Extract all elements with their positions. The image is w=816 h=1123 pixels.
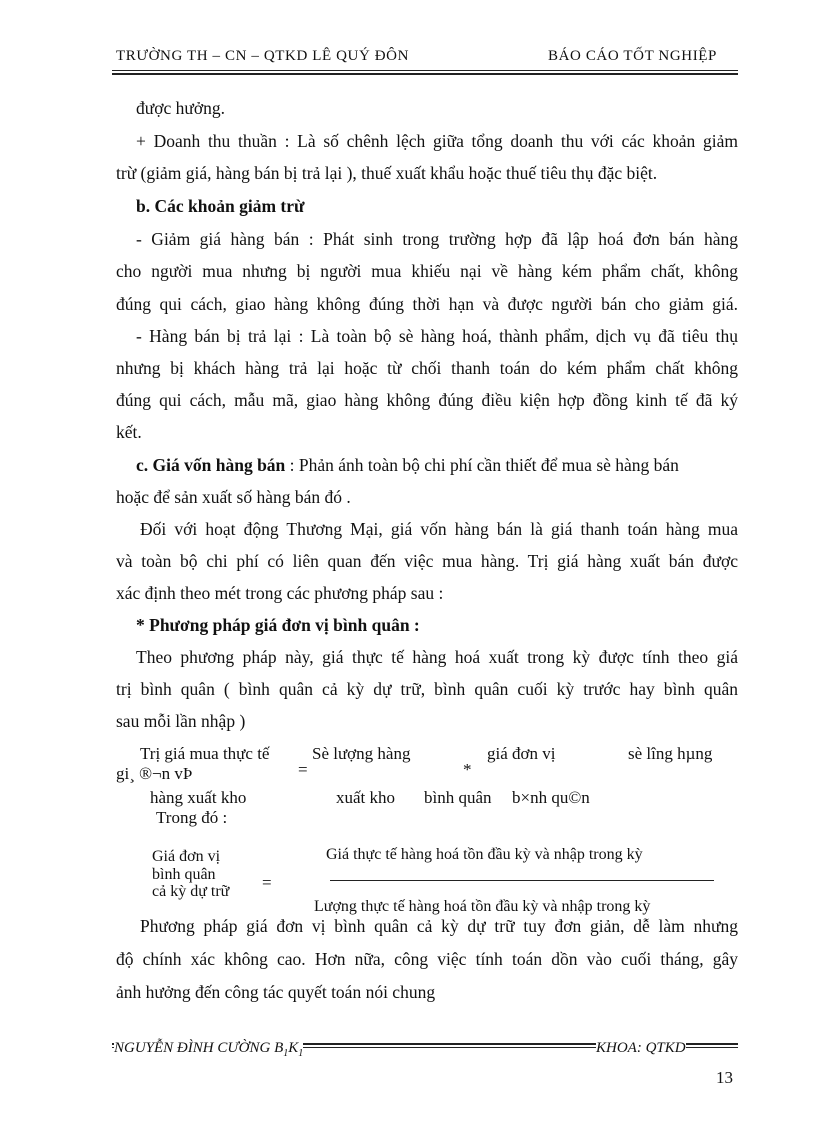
formula1-term: Sè lượng hàng <box>312 744 411 763</box>
paragraph-line: và toàn bộ chi phí có liên quan đến việc mua hàng. Trị giá hàng xuất bán được <box>116 551 738 571</box>
paragraph-line: độ chính xác không cao. Hơn nữa, công việc tính toán dồn vào cuối tháng, gây <box>116 949 738 969</box>
formula2-lhs: Giá đơn vị <box>152 848 221 865</box>
fraction-bar <box>330 880 714 881</box>
formula1-equals: = <box>298 760 308 779</box>
header-rule-thick <box>112 73 738 75</box>
header-report-title: BÁO CÁO TỐT NGHIỆP <box>548 48 718 64</box>
paragraph-line: đúng qui cách, giao hàng không đúng thời hạn và được người bán cho giảm giá. <box>116 294 738 314</box>
trong-do-label: Trong đó : <box>156 808 228 827</box>
header-rule <box>112 70 738 71</box>
paragraph-line: - Giảm giá hàng bán : Phát sinh trong trường hợp đã lập hoá đơn bán hàng <box>136 229 738 249</box>
method-heading: * Phương pháp giá đơn vị bình quân : <box>136 615 420 635</box>
paragraph-line: xác định theo mét trong các phương pháp sau : <box>116 583 444 603</box>
formula2-numerator: Giá thực tế hàng hoá tồn đầu kỳ và nhập trong kỳ <box>326 846 643 863</box>
paragraph-line: sau mỗi lần nhập ) <box>116 711 246 731</box>
page-number: 13 <box>716 1068 733 1087</box>
paragraph-line: nhưng bị khách hàng trả lại hoặc từ chối thanh toán do kém phẩm chất không <box>116 358 738 378</box>
formula1-term: xuất kho <box>336 788 396 807</box>
formula1-term-garbled: gi¸ ®¬n vÞ <box>116 764 193 783</box>
formula1-term-garbled: b×nh qu©n <box>512 788 590 807</box>
formula1-term: hàng xuất kho <box>150 788 247 807</box>
formula2-lhs: cả kỳ dự trữ <box>152 883 230 900</box>
paragraph-line: được hưởng. <box>136 98 225 118</box>
paragraph-line <box>136 455 679 476</box>
paragraph-line: trị bình quân ( bình quân cả kỳ dự trữ, bình quân cuối kỳ trước hay bình quân <box>116 679 738 699</box>
paragraph-line: Đối với hoạt động Thương Mại, giá vốn hàng bán là giá thanh toán hàng mua <box>140 519 738 539</box>
formula1-term: bình quân <box>424 788 492 807</box>
formula1-term: giá đơn vị <box>487 744 556 763</box>
paragraph-line: + Doanh thu thuần : Là số chênh lệch giữa tổng doanh thu với các khoản giảm <box>136 131 738 151</box>
footer-subscript: 1 <box>298 1048 304 1059</box>
footer-author <box>114 1040 303 1059</box>
term-bold: c. Giá vốn hàng bán <box>136 455 286 475</box>
footer-author-class: K <box>288 1040 299 1056</box>
formula2-equals: = <box>262 873 272 892</box>
section-heading: b. Các khoản giảm trừ <box>136 196 305 216</box>
paragraph-line: đúng qui cách, mẫu mã, giao hàng không đúng điều kiện hợp đồng kinh tế đã ký <box>116 390 738 410</box>
paragraph-line: Phương pháp giá đơn vị bình quân cả kỳ dự trữ tuy đơn giản, dễ làm nhưng <box>140 916 738 936</box>
formula2-denominator: Lượng thực tế hàng hoá tồn đầu kỳ và nhập trong kỳ <box>314 898 651 915</box>
footer-subscript: 1 <box>283 1048 289 1059</box>
paragraph-line: cho người mua nhưng bị người mua khiếu nại về hàng kém phẩm chất, không <box>116 261 738 281</box>
paragraph-line: hoặc để sản xuất số hàng bán đó . <box>116 487 351 507</box>
paragraph-line: trừ (giảm giá, hàng bán bị trả lại ), thuế xuất khẩu hoặc thuế tiêu thụ đặc biệt. <box>116 163 658 183</box>
paragraph-line: ảnh hưởng đến công tác quyết toán nói chung <box>116 982 436 1002</box>
header-school-name: TRƯỜNG TH – CN – QTKD LÊ QUÝ ĐÔN <box>116 48 410 64</box>
formula2-lhs: bình quân <box>152 866 216 883</box>
footer-department: KHOA: QTKD <box>596 1040 686 1056</box>
paragraph-line: kết. <box>116 422 142 442</box>
formula1-multiply: * <box>463 760 472 779</box>
formula1-term: Trị giá mua thực tế <box>140 744 270 763</box>
paragraph-line: Theo phương pháp này, giá thực tế hàng hoá xuất trong kỳ được tính theo giá <box>136 647 738 667</box>
footer-author-name: NGUYỄN ĐÌNH CƯỜNG B <box>114 1040 284 1056</box>
paragraph-line: - Hàng bán bị trả lại : Là toàn bộ sè hàng hoá, thành phẩm, dịch vụ đã tiêu thụ <box>136 326 738 346</box>
term-definition: : Phản ánh toàn bộ chi phí cần thiết để mua sè hàng bán <box>285 455 679 475</box>
formula1-term-garbled: sè lîng hµng <box>628 744 713 763</box>
